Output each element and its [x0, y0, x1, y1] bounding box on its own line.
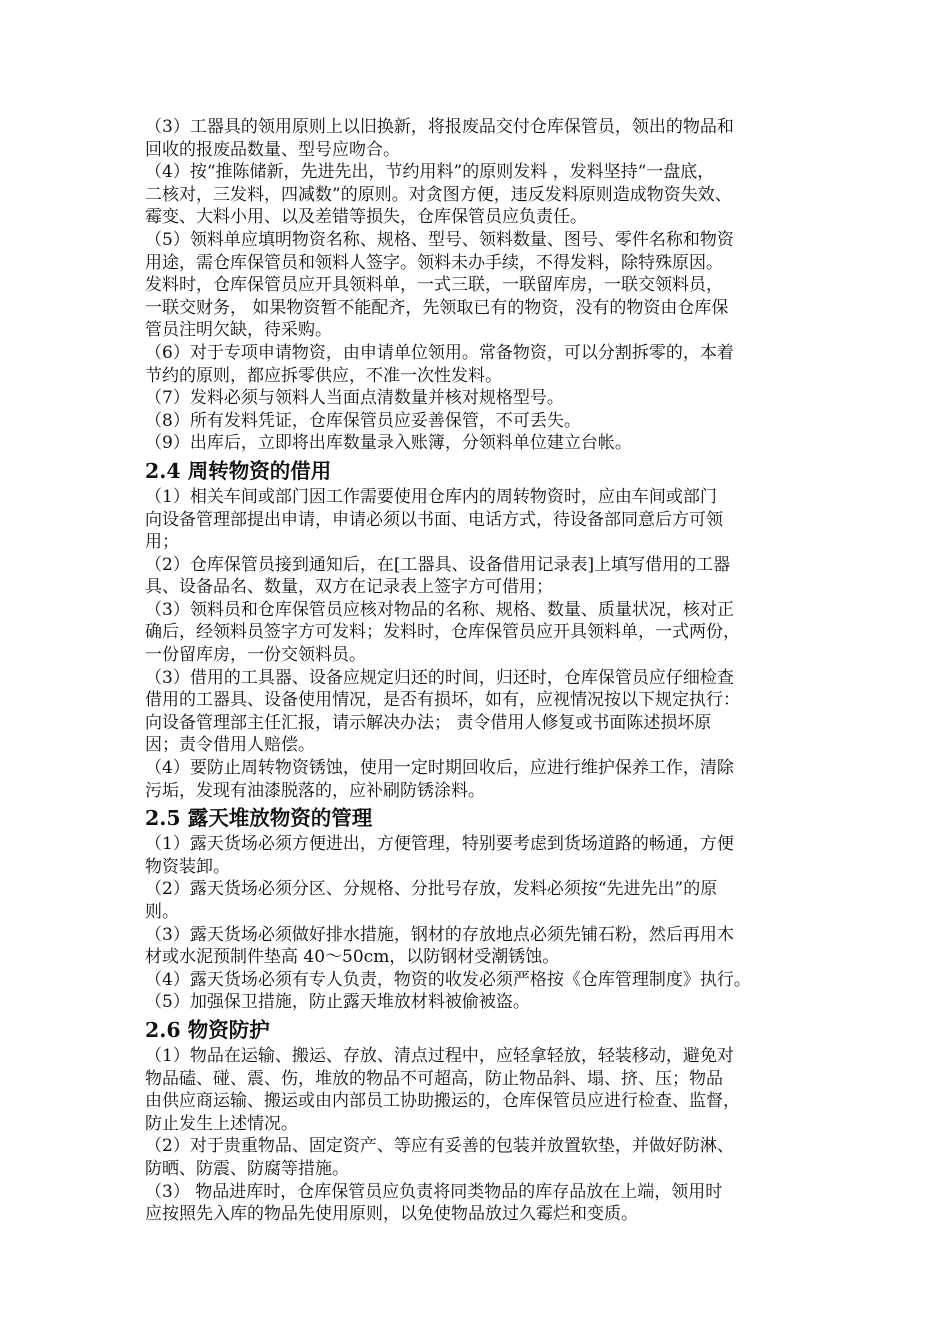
paragraph — [145, 432, 817, 455]
paragraph-line: （5）领料单应填明物资名称、规格、型号、领料数量、图号、零件名称和物资 — [145, 229, 734, 250]
paragraph-line: 应按照先入库的物品先使用原则，以免使物品放过久霉烂和变质。 — [145, 1204, 638, 1225]
paragraph-line: 一联交财务， 如果物资暂不能配齐，先领取已有的物资，没有的物资由仓库保 — [145, 297, 729, 318]
paragraph-line: （3） 物品进库时，仓库保管员应负责将同类物品的库存品放在上端，领用时 — [145, 1181, 723, 1202]
paragraph-line: （3）借用的工具器、设备应规定归还的时间，归还时，仓库保管员应仔细检查 — [145, 667, 734, 688]
paragraph-line: （6）对于专项申请物资，由申请单位领用。常备物资，可以分割拆零的，本着 — [145, 342, 734, 363]
paragraph-line: 二核对，三发料，四减数”的原则。对贪图方便，违反发料原则造成物资失效、 — [145, 184, 732, 205]
paragraph-line: （3）领料员和仓库保管员应核对物品的名称、规格、数量、质量状况，核对正 — [145, 599, 734, 620]
paragraph — [145, 161, 817, 229]
paragraph-line: 防晒、防震、防腐等措施。 — [145, 1158, 349, 1179]
paragraph-line: 物品磕、碰、震、伤，堆放的物品不可超高，防止物品斜、塌、挤、压；物品 — [145, 1068, 723, 1089]
paragraph-line: 由供应商运输、搬运或由内部员工协助搬运的，仓库保管员应进行检查、监督， — [145, 1091, 740, 1112]
paragraph — [145, 1135, 817, 1180]
paragraph-line: 借用的工器具、设备使用情况，是否有损坏，如有，应视情况按以下规定执行： — [145, 690, 740, 711]
paragraph-line: 向设备管理部提出申请，申请必须以书面、电话方式，待设备部同意后方可领 — [145, 509, 723, 530]
paragraph-line: 向设备管理部主任汇报，请示解决办法； 责令借用人修复或书面陈述损坏原 — [145, 712, 712, 733]
paragraph — [145, 924, 817, 969]
paragraph-line: （8）所有发料凭证，仓库保管员应妥善保管，不可丢失。 — [145, 410, 581, 431]
section-heading: 2.6 物资防护 — [145, 1017, 270, 1042]
paragraph-line: （1）相关车间或部门因工作需要使用仓库内的周转物资时，应由车间或部门 — [145, 486, 717, 507]
paragraph-line: 防止发生上述情况。 — [145, 1113, 298, 1134]
paragraph-line: （2）露天货场必须分区、分规格、分批号存放，发料必须按“先进先出”的原 — [145, 879, 718, 900]
paragraph-line: 用途，需仓库保管员和领料人签字。领料未办手续，不得发料，除特殊原因。 — [145, 252, 723, 273]
paragraph — [145, 342, 817, 387]
paragraph — [145, 116, 817, 161]
paragraph — [145, 486, 817, 554]
paragraph-line: 具、设备品名、数量，双方在记录表上签字方可借用； — [145, 577, 553, 598]
paragraph — [145, 878, 817, 923]
paragraph — [145, 229, 817, 342]
paragraph-line: 回收的报废品数量、型号应吻合。 — [145, 139, 400, 160]
paragraph-line: 因；责令借用人赔偿。 — [145, 735, 315, 756]
paragraph-line: （4）露天货场必须有专人负责，物资的收发必须严格按《仓库管理制度》执行。 — [145, 969, 751, 990]
paragraph — [145, 757, 817, 802]
paragraph-line: 霉变、大料小用、以及差错等损失，仓库保管员应负责任。 — [145, 207, 587, 228]
paragraph-line: 则。 — [145, 902, 179, 922]
paragraph-line: 发料时，仓库保管员应开具领料单，一式三联，一联留库房，一联交领料员， — [145, 275, 723, 296]
paragraph-line: 节约的原则，都应拆零供应，不准一次性发料。 — [145, 365, 502, 386]
paragraph-line: （3）工器具的领用原则上以旧换新，将报废品交付仓库保管员，领出的物品和 — [145, 117, 734, 137]
paragraph — [145, 387, 817, 410]
section-heading: 2.5 露天堆放物资的管理 — [145, 806, 373, 831]
paragraph-line: 污垢，发现有油漆脱落的，应补刷防锈涂料。 — [145, 780, 485, 801]
paragraph — [145, 599, 817, 667]
paragraph-line: （2）仓库保管员接到通知后，在[工器具、设备借用记录表]上填写借用的工器 — [145, 554, 731, 575]
paragraph — [145, 1181, 817, 1226]
paragraph-line: （9）出库后，立即将出库数量录入账簿，分领料单位建立台帐。 — [145, 433, 632, 454]
paragraph-line: （2）对于贵重物品、固定资产、等应有妥善的包装并放置软垫，并做好防淋、 — [145, 1136, 734, 1157]
paragraph-line: （3）露天货场必须做好排水措施，钢材的存放地点必须先铺石粉，然后再用木 — [145, 924, 734, 945]
paragraph-line: （7）发料必须与领料人当面点清数量并核对规格型号。 — [145, 388, 564, 409]
paragraph — [145, 991, 817, 1014]
paragraph — [145, 554, 817, 599]
paragraph-line: （1）物品在运输、搬运、存放、清点过程中，应轻拿轻放，轻装移动，避免对 — [145, 1045, 734, 1066]
paragraph-line: 一份留库房，一份交领料员。 — [145, 645, 366, 666]
document-page — [145, 116, 817, 1226]
paragraph-line: 确后，经领料员签字方可发料；发料时，仓库保管员应开具领料单，一式两份， — [145, 622, 740, 643]
paragraph-line: 用； — [145, 532, 179, 553]
paragraph — [145, 667, 817, 757]
section-heading: 2.4 周转物资的借用 — [145, 458, 332, 483]
paragraph — [145, 410, 817, 433]
paragraph — [145, 1045, 817, 1135]
paragraph-line: （4）按“推陈储新，先进先出，节约用料”的原则发料 ，发料坚持“一盘底， — [145, 162, 715, 183]
paragraph-line: 物资装卸。 — [145, 856, 230, 877]
paragraph-line: 材或水泥预制件垫高 40～50cm，以防钢材受潮锈蚀。 — [145, 947, 560, 968]
paragraph — [145, 969, 817, 992]
paragraph — [145, 833, 817, 878]
paragraph-line: （1）露天货场必须方便进出，方便管理，特别要考虑到货场道路的畅通，方便 — [145, 834, 734, 855]
paragraph-line: （5）加强保卫措施，防止露天堆放材料被偷被盗。 — [145, 992, 530, 1013]
paragraph-line: （4）要防止周转物资锈蚀，使用一定时期回收后，应进行维护保养工作，清除 — [145, 758, 734, 779]
paragraph-line: 管员注明欠缺，待采购。 — [145, 320, 332, 341]
